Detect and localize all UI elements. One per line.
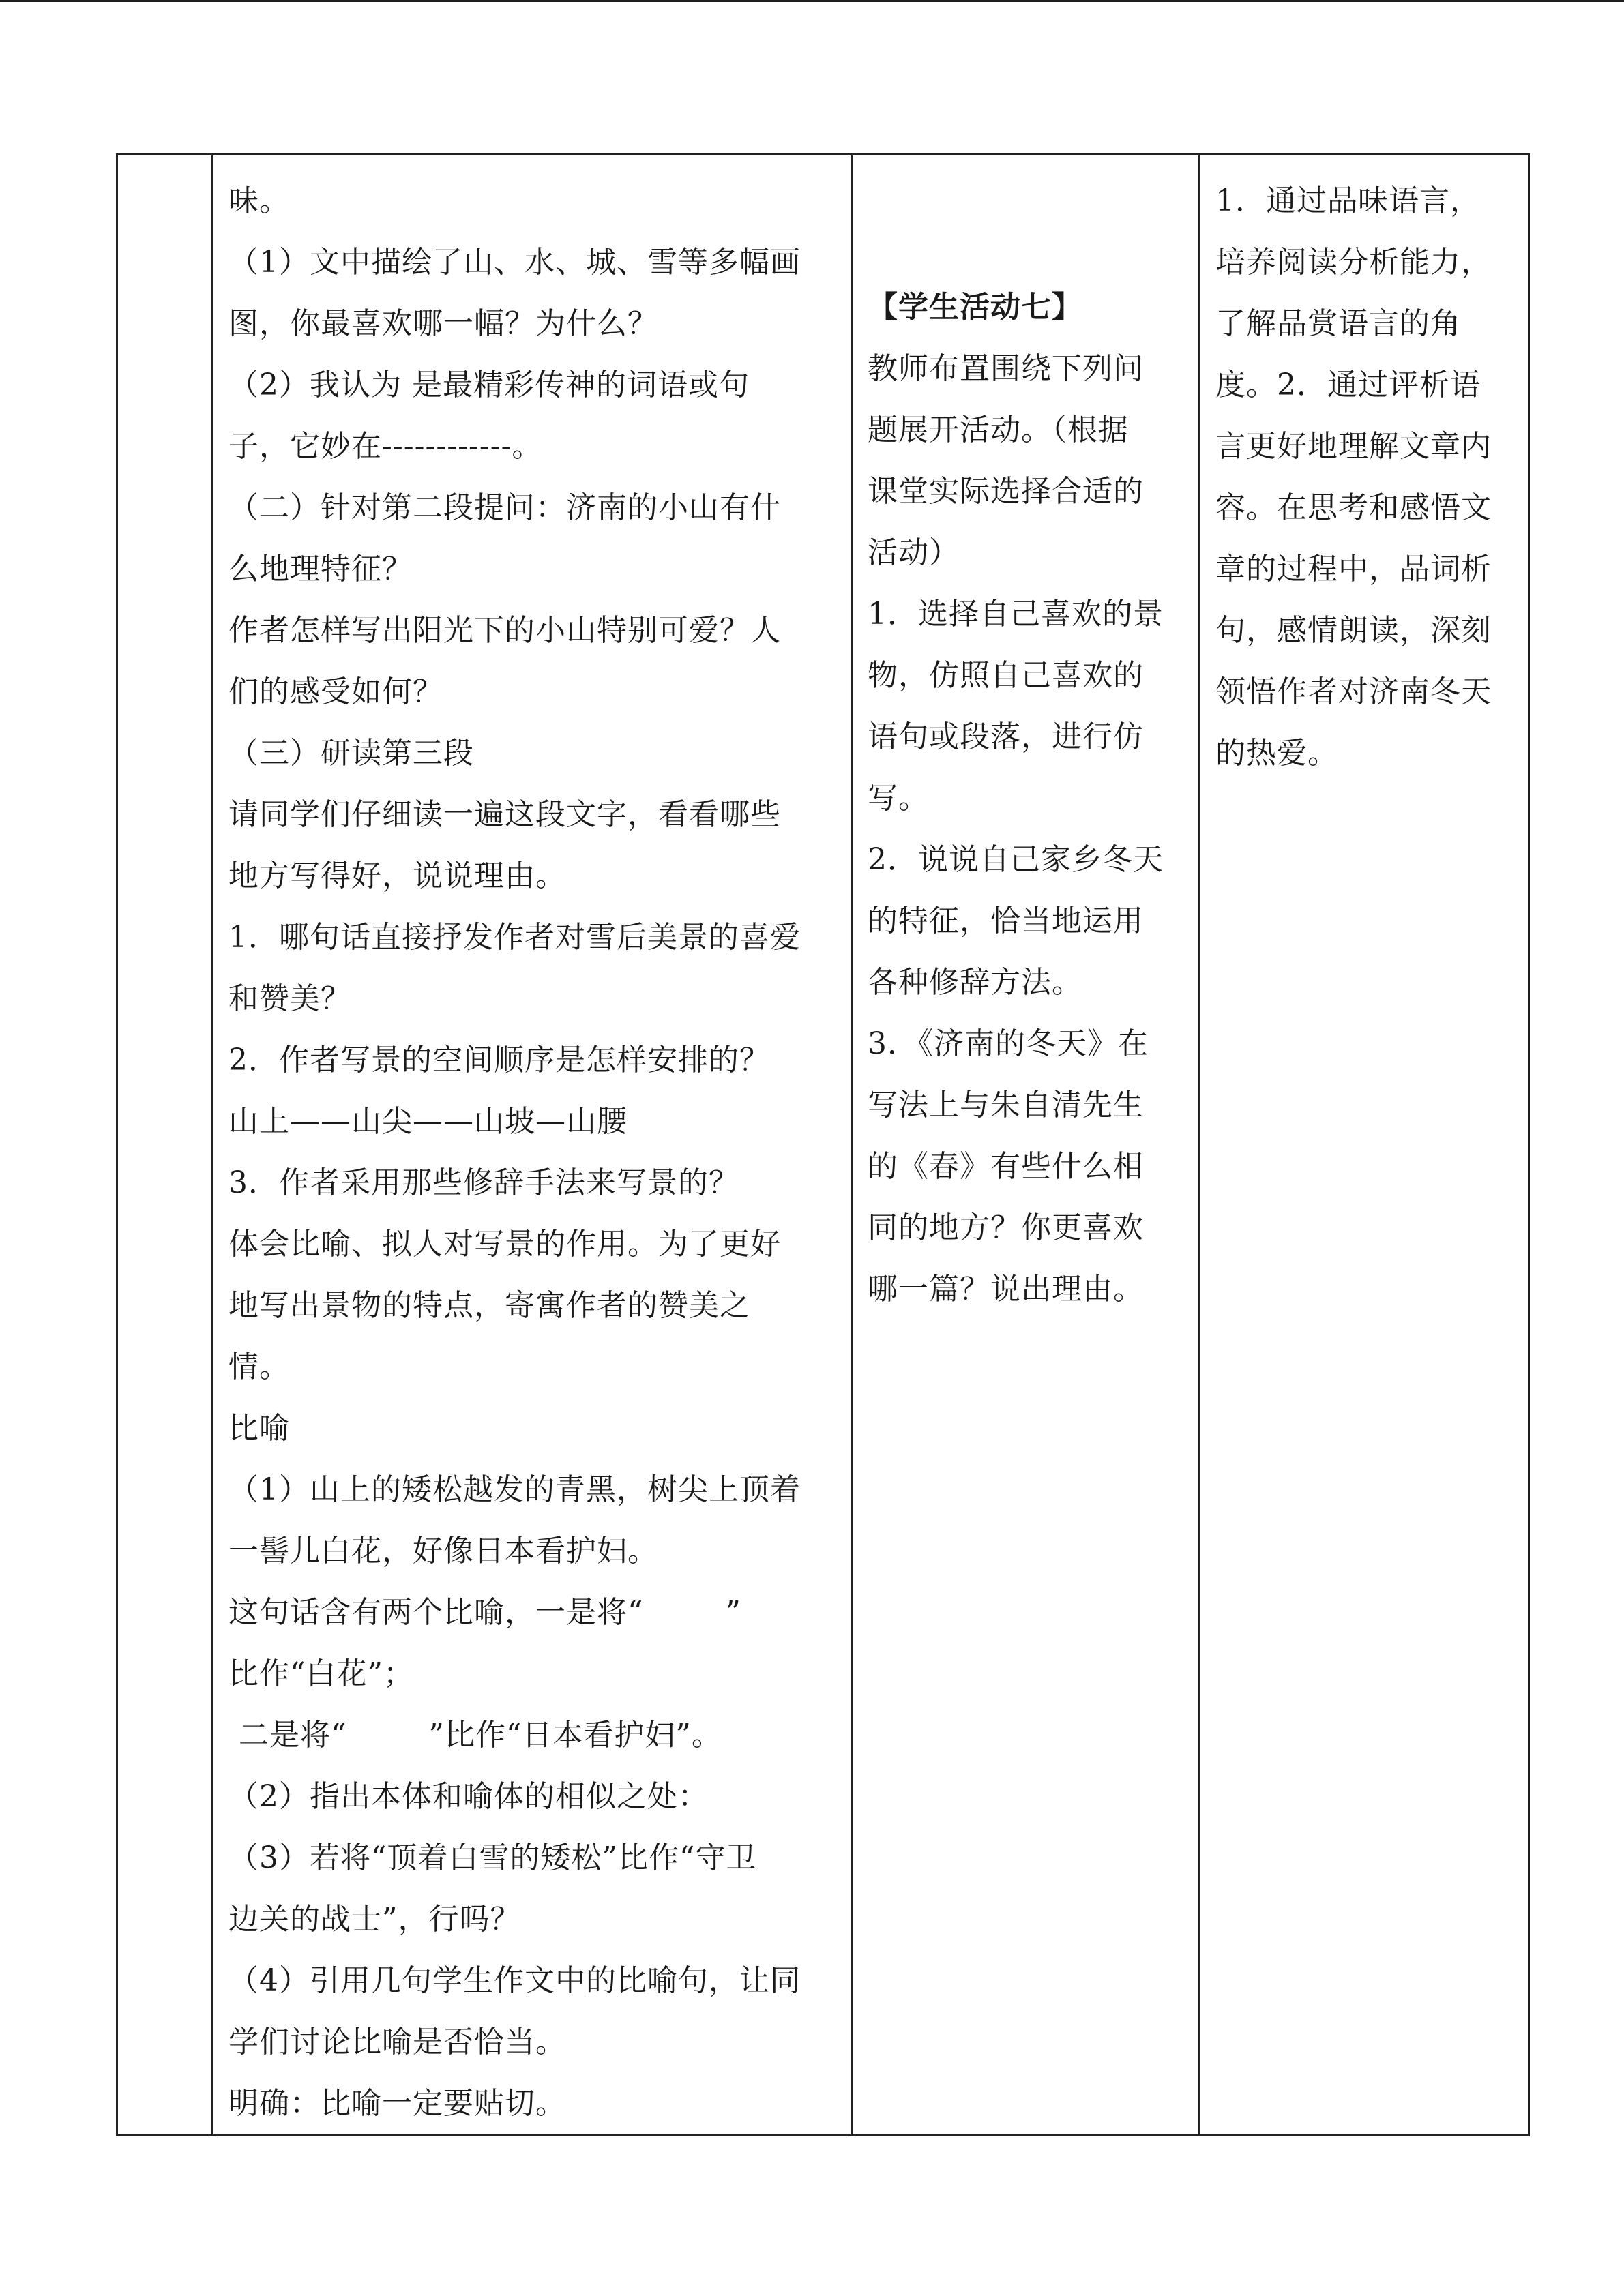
intent-line: 的热爱。 xyxy=(1215,736,1338,771)
activity-line: 的特征，恰当地运用 xyxy=(868,904,1144,938)
content-line: （三）研读第三段 xyxy=(228,736,474,771)
design-intent-text xyxy=(1200,155,1528,784)
content-line: （4）引用几句学生作文中的比喻句，让同 xyxy=(228,1963,801,1998)
table-row xyxy=(117,155,1529,2136)
intent-line: 容。在思考和感悟文 xyxy=(1215,490,1492,525)
activity-line: 写法上与朱自清先生 xyxy=(868,1088,1144,1122)
intent-line: 度。2．通过评析语 xyxy=(1215,368,1481,402)
intent-line: 1．通过品味语言， xyxy=(1215,183,1481,218)
content-line: 边关的战士”，行吗？ xyxy=(228,1902,521,1937)
intent-line: 句，感情朗读，深刻 xyxy=(1215,613,1492,648)
activity-heading: 【学生活动七】 xyxy=(868,290,1082,325)
student-activity-text xyxy=(853,155,1198,1320)
content-line: 和赞美？ xyxy=(228,981,351,1016)
intent-line: 了解品赏语言的角 xyxy=(1215,306,1461,341)
content-line: （二）针对第二段提问：济南的小山有什 xyxy=(228,490,781,525)
content-line: （1）山上的矮松越发的青黑，树尖上顶着 xyxy=(228,1472,801,1507)
content-line: 味。 xyxy=(228,183,290,218)
content-line: 情。 xyxy=(228,1350,290,1384)
content-line: 比作“白花”； xyxy=(228,1656,414,1691)
activity-line: 2．说说自己家乡冬天 xyxy=(868,842,1164,877)
activity-line: 各种修辞方法。 xyxy=(868,965,1082,1000)
intent-line: 培养阅读分析能力， xyxy=(1215,245,1492,280)
activity-line: 同的地方？你更喜欢 xyxy=(868,1210,1144,1245)
content-line: 这句话含有两个比喻，一是将“ ” xyxy=(228,1595,741,1630)
activity-line: 教师布置围绕下列问 xyxy=(868,351,1144,386)
activity-line: 写。 xyxy=(868,781,929,816)
activity-line: 1．选择自己喜欢的景 xyxy=(868,597,1164,631)
content-line: 地写出景物的特点，寄寓作者的赞美之 xyxy=(228,1288,750,1323)
content-line: 学们讨论比喻是否恰当。 xyxy=(228,2025,566,2059)
design-intent-cell xyxy=(1200,155,1529,2136)
teaching-content-text xyxy=(213,155,851,2134)
content-line: 3．作者采用那些修辞手法来写景的？ xyxy=(228,1165,739,1200)
activity-line: 活动） xyxy=(868,535,960,570)
content-line: （3）若将“顶着白雪的矮松”比作“守卫 xyxy=(228,1840,757,1875)
activity-line: 课堂实际选择合适的 xyxy=(868,474,1144,509)
content-line: 二是将“ ”比作“日本看护妇”。 xyxy=(228,1718,722,1753)
activity-line: 的《春》有些什么相 xyxy=(868,1149,1144,1184)
content-line: （1）文中描绘了山、水、城、雪等多幅画 xyxy=(228,245,801,280)
content-line: 体会比喻、拟人对写景的作用。为了更好 xyxy=(228,1227,781,1262)
section-label-cell xyxy=(117,155,213,2136)
content-line: 图，你最喜欢哪一幅？为什么？ xyxy=(228,306,658,341)
activity-line: 物，仿照自己喜欢的 xyxy=(868,658,1144,693)
content-line: 明确：比喻一定要贴切。 xyxy=(228,2086,566,2121)
content-line: 一髻儿白花，好像日本看护妇。 xyxy=(228,1534,658,1568)
content-line: 子，它妙在------------。 xyxy=(228,429,543,464)
content-line: （2）指出本体和喻体的相似之处： xyxy=(228,1779,709,1814)
content-line: 作者怎样写出阳光下的小山特别可爱？人 xyxy=(228,613,781,648)
intent-line: 领悟作者对济南冬天 xyxy=(1215,674,1492,709)
page-top-border xyxy=(0,0,1624,2)
teaching-content-cell xyxy=(213,155,852,2136)
activity-line: 哪一篇？说出理由。 xyxy=(868,1272,1144,1307)
content-line: 2．作者写景的空间顺序是怎样安排的？ xyxy=(228,1043,770,1077)
content-line: 1．哪句话直接抒发作者对雪后美景的喜爱 xyxy=(228,920,801,955)
activity-line: 3．《济南的冬天》在 xyxy=(868,1026,1149,1061)
intent-line: 章的过程中，品词析 xyxy=(1215,552,1492,586)
content-line: 们的感受如何？ xyxy=(228,674,443,709)
content-line: 地方写得好，说说理由。 xyxy=(228,859,566,893)
activity-lines xyxy=(868,338,1185,1320)
activity-line: 题展开活动。（根据 xyxy=(868,413,1129,447)
student-activity-cell xyxy=(852,155,1200,2136)
content-line: （2）我认为 是最精彩传神的词语或句 xyxy=(228,368,750,402)
content-line: 么地理特征？ xyxy=(228,552,413,586)
lesson-plan-table xyxy=(116,153,1530,2136)
activity-line: 语句或段落，进行仿 xyxy=(868,719,1144,754)
content-line: 请同学们仔细读一遍这段文字，看看哪些 xyxy=(228,797,781,832)
content-line: 比喻 xyxy=(228,1411,290,1446)
content-line: 山上——山尖——山坡—山腰 xyxy=(228,1104,628,1139)
intent-line: 言更好地理解文章内 xyxy=(1215,429,1492,464)
